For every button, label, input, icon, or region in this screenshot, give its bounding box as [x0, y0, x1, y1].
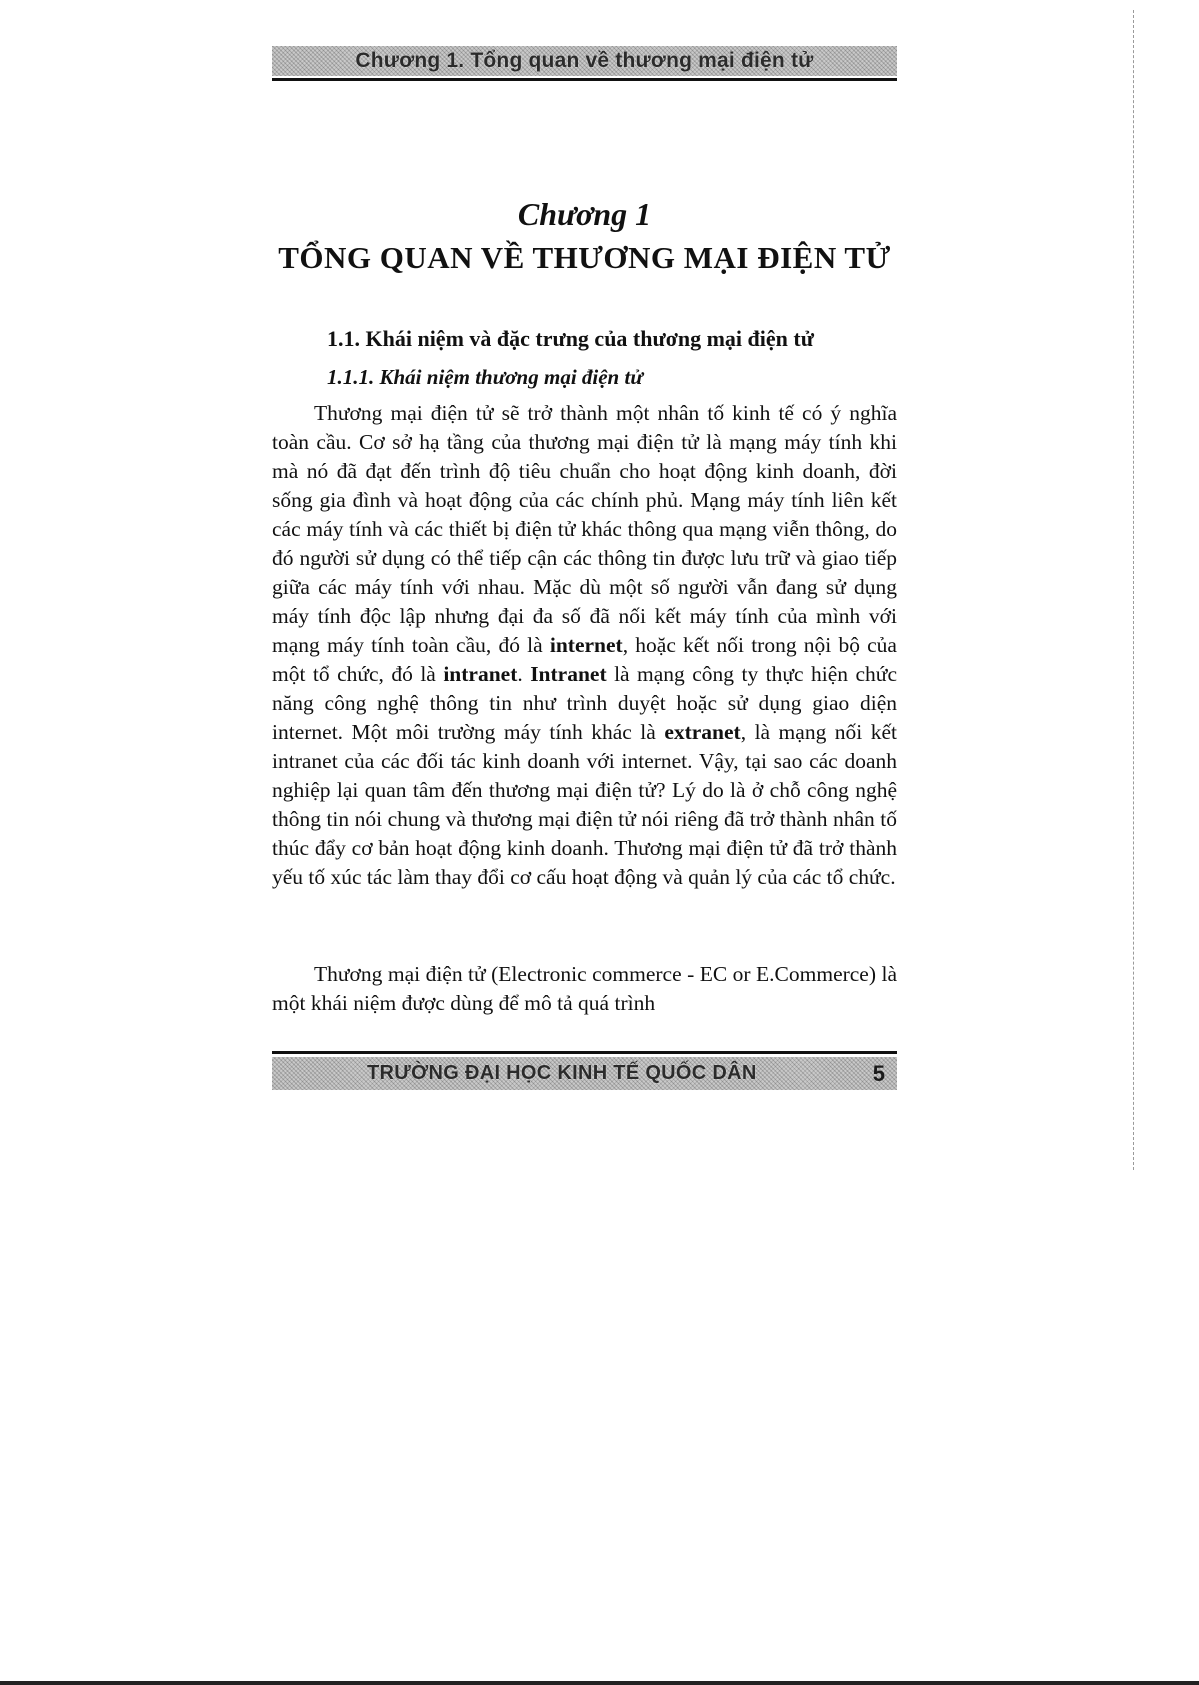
paragraph-1-text-d: là mạng công ty thực hiện chức năng công nghệ thông tin như trình duyệt hoặc sử dụng giao diện internet. Một môi trường máy tính khác là [272, 662, 897, 744]
term-extranet: extranet [664, 720, 741, 744]
subsection-heading: 1.1.1. Khái niệm thương mại điện tử [327, 365, 643, 389]
scan-edge-artifact [1133, 10, 1134, 1170]
scan-bottom-border [0, 1681, 1199, 1685]
paragraph-1-text-b: , hoặc kết nối trong nội bộ của một tổ chức, đó là [272, 633, 897, 686]
chapter-label: Chương 1 [517, 196, 652, 232]
term-intranet: intranet [443, 662, 518, 686]
paragraph-1-text-c: . [517, 662, 531, 686]
section-heading: 1.1. Khái niệm và đặc trưng của thương mại điện tử [327, 326, 814, 351]
paragraph-1 [272, 399, 897, 892]
term-internet: internet [549, 633, 623, 657]
footer-institution: TRƯỜNG ĐẠI HỌC KINH TẾ QUỐC DÂN [367, 1062, 757, 1084]
page-number: 5 [872, 1061, 885, 1086]
paragraph-1-text-e: , là mạng nối kết intranet của các đối tác kinh doanh với internet. Vậy, tại sao các doanh nghiệp lại quan tâm đến thương mại điện tử? Lý do là ở chỗ công nghệ thông tin nói chung và thương mại điện tử nói riêng đã trở thành nhân tố thúc đẩy cơ bản hoạt động kinh doanh. Thương mại điện tử đã trở thành yếu tố xúc tác làm thay đổi cơ cấu hoạt động và quản lý của các tổ chức. [272, 720, 897, 889]
paragraph-2: Thương mại điện tử (Electronic commerce - EC or E.Commerce) là một khái niệm được dùng để mô tả quá trình [272, 962, 897, 1015]
paragraph-1-text-a: Thương mại điện tử sẽ trở thành một nhân tố kinh tế có ý nghĩa toàn cầu. Cơ sở hạ tầng của thương mại điện tử là mạng máy tính khi mà nó đã đạt đến trình độ tiêu chuẩn cho hoạt động kinh doanh, đời sống gia đình và hoạt động của các chính phủ. Mạng máy tính liên kết các máy tính và các thiết bị điện tử khác thông qua mạng viễn thông, do đó người sử dụng có thể tiếp cận các thông tin được lưu trữ và giao tiếp giữa các máy tính với nhau. Mặc dù một số người vẫn đang sử dụng máy tính độc lập nhưng đại đa số đã nối kết máy tính của mình với mạng máy tính toàn cầu, đó là [272, 401, 897, 657]
chapter-title: TỔNG QUAN VỀ THƯƠNG MẠI ĐIỆN TỬ [278, 240, 891, 275]
term-intranet-definition: Intranet [530, 662, 607, 686]
header-rule [272, 78, 897, 81]
running-header [272, 46, 897, 76]
running-header-title: Chương 1. Tổng quan về thương mại điện tử [355, 49, 814, 72]
running-footer [272, 1057, 897, 1090]
footer-rule [272, 1051, 897, 1054]
